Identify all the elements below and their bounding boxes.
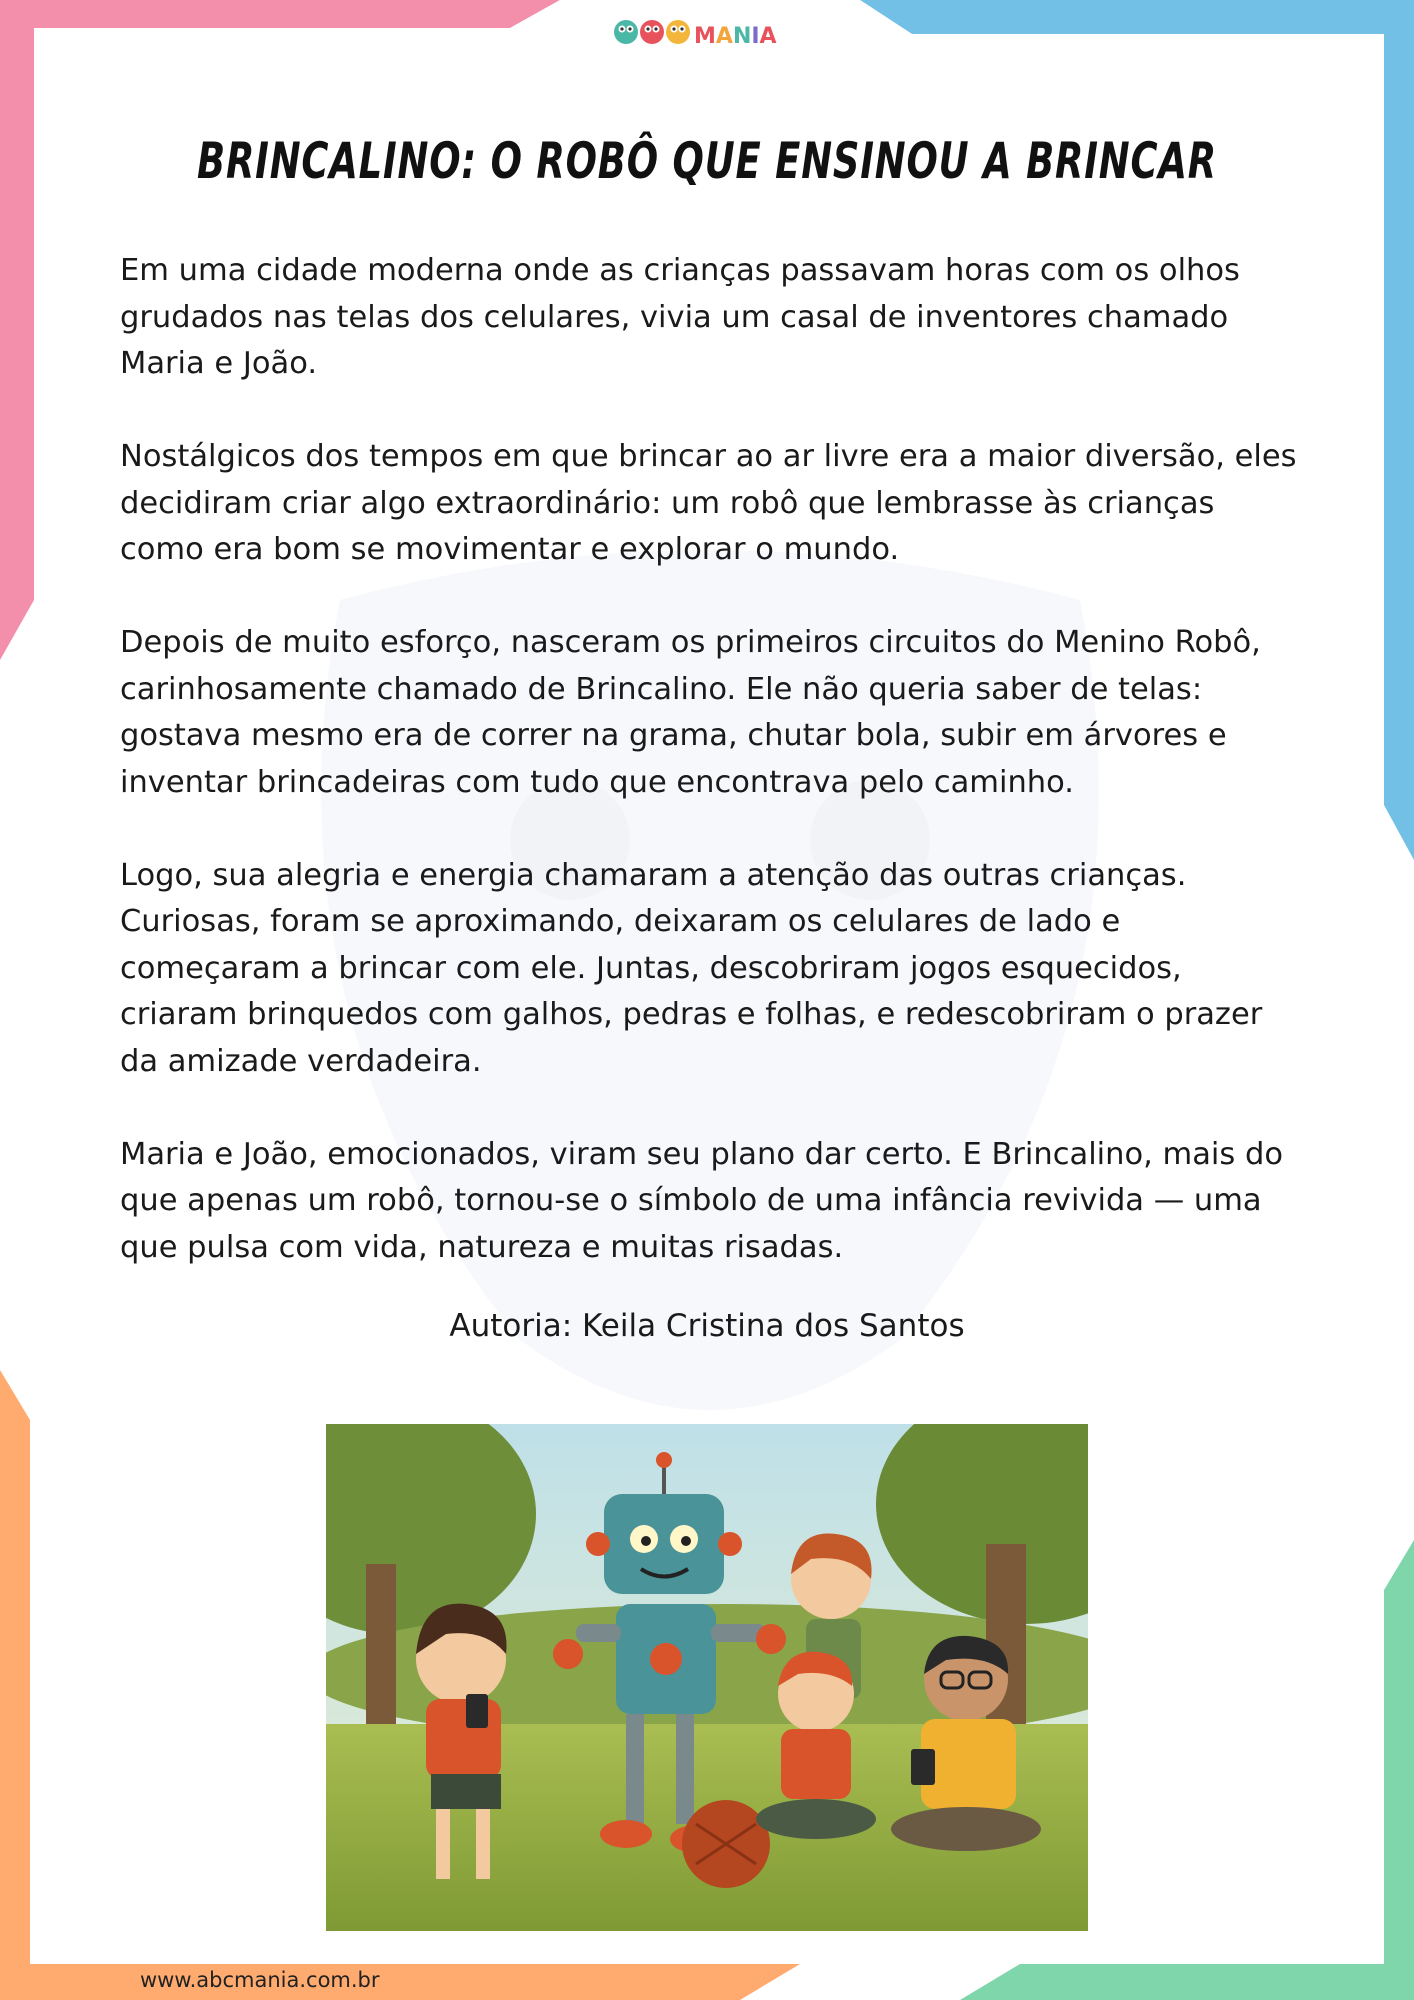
story-paragraph-1: Em uma cidade moderna onde as crianças passavam horas com os olhos grudados nas telas dos celulares, vivia um casal de inventores chamado Maria e João.	[120, 253, 1240, 381]
story-paragraph-2: Nostálgicos dos tempos em que brincar ao ar livre era a maior diversão, eles decidiram criar algo extraordinário: um robô que lembrasse às crianças como era bom se movimentar e explorar o mundo.	[120, 439, 1297, 567]
story-paragraph-4: Logo, sua alegria e energia chamaram a atenção das outras crianças. Curiosas, foram se aproximando, deixaram os celulares de lado e começaram a brincar com ele. Juntas, descobriram jogos esquecidos, criaram brinquedos com galhos, pedras e folhas, e redescobriram o prazer da amizade verdadeira.	[120, 857, 1263, 1079]
story-paragraph-5: Maria e João, emocionados, viram seu plano dar certo. E Brincalino, mais do que apenas um robô, tornou-se o símbolo de uma infância revivida — uma que pulsa com vida, natureza e muitas risadas.	[120, 1136, 1284, 1265]
svg-text:MANIA: MANIA	[694, 24, 777, 49]
story-author: Autoria: Keila Cristina dos Santos	[449, 1308, 965, 1344]
story-paragraph-3: Depois de muito esforço, nasceram os primeiros circuitos do Menino Robô, carinhosamente chamado de Brincalino. Ele não queria saber de telas: gostava mesmo era de correr na grama, chutar bola, subir em árvores e inventar brincadeiras com tudo que encontrava pelo caminho.	[120, 625, 1261, 800]
robot-playing-with-children-illustration	[326, 1424, 1088, 1931]
story-body	[120, 248, 1305, 1318]
abcmania-logo	[612, 6, 802, 54]
story-title: BRINCALINO: O ROBÔ QUE ENSINOU A BRINCAR	[197, 132, 1217, 190]
footer-website-url[interactable]: www.abcmania.com.br	[140, 1968, 380, 1992]
